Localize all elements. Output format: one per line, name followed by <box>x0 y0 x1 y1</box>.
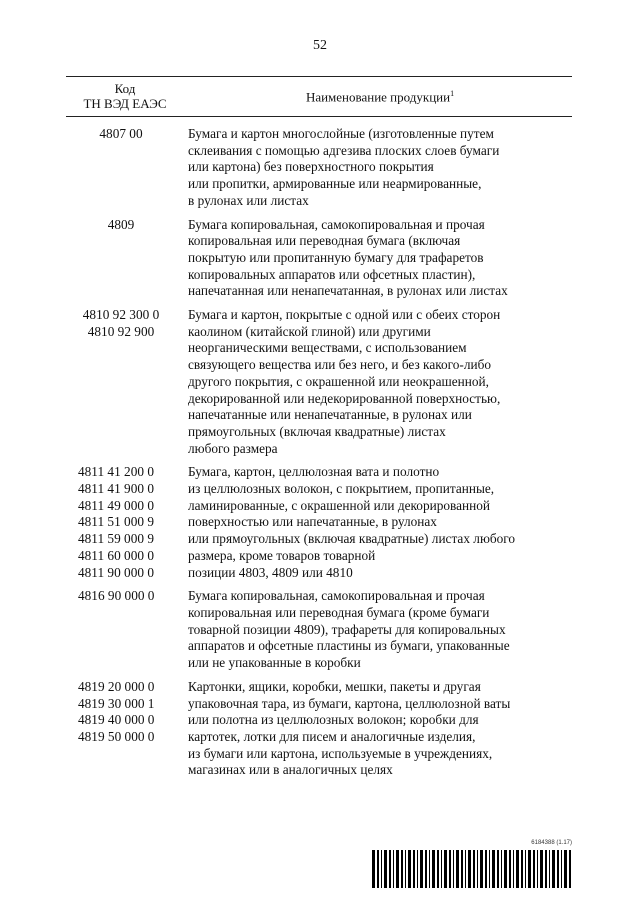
description-line: или картона) без поверхностного покрытия <box>188 159 434 175</box>
description-line: или пропитки, армированные или неармированные, <box>188 176 482 192</box>
row-description <box>176 126 572 210</box>
row-description <box>176 679 572 779</box>
description-line: склеивания с помощью адгезива плоских слоев бумаги <box>188 142 500 158</box>
header-code-column <box>66 81 184 111</box>
header-name-label: Наименование продукции <box>305 89 451 105</box>
barcode-icon <box>372 850 572 888</box>
hs-code: 4811 49 000 0 <box>78 497 154 513</box>
table-row <box>66 464 572 581</box>
row-codes <box>66 679 176 779</box>
page-number: 52 <box>313 38 327 53</box>
description-line: любого размера <box>188 440 278 456</box>
description-line: напечатанные или ненапечатанные, в рулонах или <box>188 407 472 423</box>
description-line: копировальная или переводная бумага (включая <box>188 233 461 249</box>
description-line: упаковочная тара, из бумаги, картона, целлюлозной ваты <box>188 695 511 711</box>
hs-code: 4819 20 000 0 <box>78 678 155 694</box>
row-description <box>176 217 572 301</box>
description-line: аппаратов и офсетные пластины из бумаги, упакованные <box>188 638 510 654</box>
row-codes <box>66 217 176 301</box>
row-description <box>176 464 572 581</box>
hs-code: 4811 41 200 0 <box>78 464 154 480</box>
description-line: связующего вещества или без него, и без какого-либо <box>188 357 492 373</box>
footnote-marker: 1 <box>450 89 455 98</box>
hs-code: 4811 41 900 0 <box>78 481 154 497</box>
hs-code: 4811 60 000 0 <box>78 547 154 563</box>
row-codes <box>66 588 176 672</box>
row-codes <box>66 126 176 210</box>
row-codes <box>66 307 176 457</box>
hs-code: 4810 92 300 0 <box>82 307 160 323</box>
description-line: копировальная или переводная бумага (кроме бумаги <box>188 604 490 620</box>
hs-code: 4811 51 000 9 <box>78 514 154 530</box>
row-description <box>176 307 572 457</box>
table-header <box>66 76 572 117</box>
hs-code: 4819 40 000 0 <box>78 712 155 728</box>
description-line: товарной позиции 4809), трафареты для копировальных <box>188 621 506 637</box>
description-line: или не упакованные в коробки <box>188 655 361 671</box>
description-line: покрытую или пропитанную бумагу для трафаретов <box>188 249 484 265</box>
row-description <box>176 588 572 672</box>
description-line: картотек, лотки для писем и аналогичные изделия, <box>188 728 476 744</box>
description-line: Бумага копировальная, самокопировальная и прочая <box>188 588 485 604</box>
barcode-label: 6184388 (1.17) <box>531 840 572 846</box>
description-line: или прямоугольных (включая квадратные) листах любого <box>188 531 516 547</box>
row-codes <box>66 464 176 581</box>
description-line: поверхностью или напечатанные, в рулонах <box>188 514 437 530</box>
table-body <box>66 126 572 786</box>
description-line: каолином (китайской глиной) или другими <box>188 323 431 339</box>
header-name-column <box>190 89 570 105</box>
description-line: неорганическими веществами, с использованием <box>188 340 467 356</box>
description-line: магазинах или в аналогичных целях <box>188 762 393 778</box>
description-line: Бумага и картон, покрытые с одной или с обеих сторон <box>188 307 501 323</box>
description-line: в рулонах или листах <box>188 192 309 208</box>
description-line: ламинированные, с окрашенной или декорированной <box>188 497 491 513</box>
table-row <box>66 588 572 672</box>
table-row <box>66 307 572 457</box>
description-line: напечатанная или ненапечатанная, в рулонах или листах <box>188 283 508 299</box>
description-line: Бумага, картон, целлюлозная вата и полотно <box>188 464 440 480</box>
hs-code: 4816 90 000 0 <box>78 588 155 604</box>
barcode <box>372 840 572 890</box>
table-row <box>66 217 572 301</box>
description-line: другого покрытия, с окрашенной или неокрашенной, <box>188 373 489 389</box>
header-code-line1: Код <box>114 81 136 96</box>
hs-code: 4809 <box>107 216 135 232</box>
description-line: Бумага и картон многослойные (изготовленные путем <box>188 126 494 141</box>
description-line: декорированной или недекорированной поверхностью, <box>188 390 501 406</box>
hs-code: 4819 50 000 0 <box>78 728 155 744</box>
hs-code: 4811 90 000 0 <box>78 564 154 580</box>
table-row <box>66 126 572 210</box>
description-line: из бумаги или картона, используемые в учреждениях, <box>188 745 493 761</box>
hs-code: 4810 92 900 <box>87 323 155 339</box>
hs-code: 4819 30 000 1 <box>78 695 155 711</box>
description-line: размера, кроме товаров товарной <box>188 547 376 563</box>
table-row <box>66 679 572 779</box>
hs-code: 4811 59 000 9 <box>78 531 154 547</box>
description-line: Бумага копировальная, самокопировальная и прочая <box>188 216 485 232</box>
header-code-line2: ТН ВЭД ЕАЭС <box>83 96 167 111</box>
description-line: позиции 4803, 4809 или 4810 <box>188 564 353 580</box>
description-line: из целлюлозных волокон, с покрытием, пропитанные, <box>188 481 495 497</box>
description-line: копировальных аппаратов или офсетных пластин), <box>188 266 476 282</box>
description-line: Картонки, ящики, коробки, мешки, пакеты и другая <box>188 678 481 694</box>
description-line: прямоугольных (включая квадратные) листах <box>188 423 446 439</box>
hs-code: 4807 00 <box>99 126 143 141</box>
description-line: или полотна из целлюлозных волокон; коробки для <box>188 712 479 728</box>
